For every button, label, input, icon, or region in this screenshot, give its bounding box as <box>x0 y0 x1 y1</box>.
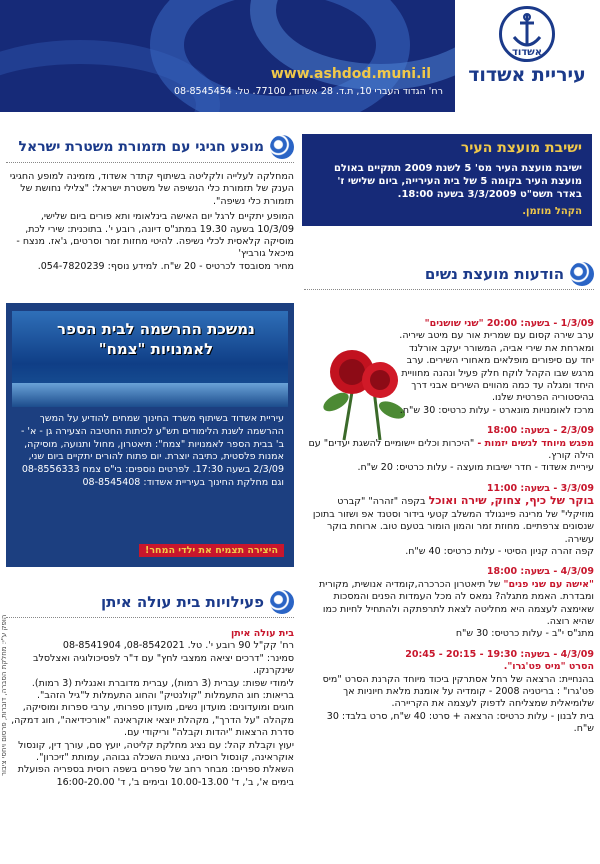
event-date: 3/3/09 - בשעה: 11:00 <box>486 482 594 494</box>
event-text: של תיאטרון הכרכרה,קומדיה אנושית, מקורית ומבדרת. האמת מתגלה? נמאס לה מכל העמדות הפנים והמסכות שאימצה לעצמה היא מחליטה לצאת לתרפתקה ולהתחיל לחיות כמו שהיא רוצה. <box>318 578 594 627</box>
event-text: "היכרות וכלים יישומיים להשגת יעדים" עם הילה קורץ. <box>308 437 594 462</box>
side-credit-note: הופק ע"י: מחלקת הסברה, דוברות, פרסום ויחסי ציבור <box>0 615 8 777</box>
event-price: קפה זהרה קניון הסיטי - עלות כרטיס: 40 ש"ח. <box>405 545 594 557</box>
event-5 <box>304 649 594 736</box>
event-4 <box>304 566 594 640</box>
city-name: עיריית אשדוד <box>468 64 586 86</box>
event-price: מרכז לאומנויות מונארט - עלות כרטיס: 30 ש"ח. <box>399 404 594 416</box>
event-date: 4/3/09 - בשעה: 18:00 <box>486 566 594 578</box>
arts-school-promo <box>6 303 294 567</box>
olim-line: בריאות: חוג התעמלות "קולנטיק" והחוג התעמלות ל"גיל הזהב". <box>37 690 294 702</box>
event-text: בהנחיית: הרצאה של רחל אסתרקין ביכוד מיוחד הקרנת הסרט "מיס פט'גרו" : בריטניה 2008 - קומדיה על אומנת מלאת חיוניות אך שלומיאלית שמצליחה לדפוק לעצמה את הקריירה. <box>322 673 594 710</box>
event-head: מפגש מיוחד לנשים יזמות - <box>477 437 594 449</box>
event-head: הסרט "מיס פט'גרו". <box>503 661 594 673</box>
band-body-1: המחלקה לעלייה ולקליטה בשיתוף קתדר אשדוד, מזמינה למופע החגיגי הענק של תזמורת כלי הנשיפה של משטרת ישראל: "צלילי נחושת של תזמורת כלי נשיפה". <box>9 171 294 207</box>
event-price: מתנ"ס י"ב - עלות כרטיס: 30 ש"ח <box>455 628 594 640</box>
band-concert-section <box>6 135 294 273</box>
event-date: 2/3/09 - בשעה: 18:00 <box>486 425 594 437</box>
anchor-crest-icon <box>499 6 555 62</box>
event-date: 1/3/09 - בשעה: 20:00 "שני שושנים" <box>424 318 594 329</box>
olim-line: רח' קק"ל 90 רובע י'. טל. 08-8542021, 08-8541904 <box>62 640 294 652</box>
women-council-title: הודעות מועצת נשים <box>424 265 564 283</box>
promo-title: נמשכת ההרשמה לבית הספר לאמנויות "צמח" <box>57 320 255 358</box>
swirl-icon <box>570 262 594 286</box>
band-body-2: המופע יתקיים לרגל יום האישה בינלאומי ותא פורים ביום שלישי, 10/3/09 בשעה 19.30 במתנ"ס דיונה, רובע י'. בתוכנית: שירי לכת, מוסיקה קלאסית לכלי נשיפה. להיטי מחזות זמר וסרטים, ג'אז. מנצח - מיכאל גורביץ' <box>16 211 294 260</box>
page-header <box>0 0 600 112</box>
event-head: "אישה עם שני פנים" <box>503 578 594 590</box>
band-body-3: מחיר מסובסד לכרטיס - 20 ש"ח. למידע נוסף: 054-7820239. <box>37 260 294 272</box>
website-url[interactable]: www.ashdod.muni.il <box>270 66 431 82</box>
olim-line: יעוץ וקבלת קהל: עם נציג מחלקת קליטה, יועץ סם, עורך דין, קונסול אוקראינה, קונסול רוסיה, נציגות השכלה גבוהה, עמותת "זיכרון". <box>18 739 294 764</box>
header-band <box>0 0 455 112</box>
promo-body: עיריית אשדוד בשיתוף משרד החינוך שמחים להודיע על המשך ההרשמה לשנת הלימודים תש"ע לכיתות החטיבה הצעירה גן - א' - ב' בבית הספר לאמנויות "צמח": תיאטרון, מחול ותנועה, מוסיקה, אמנות פלסטית, כתיבה יוצרת. יום פתוח להורים יתקיים ביום שני, 2/3/09 בשעה 17:30. לפרטים נוספים: בי"ס צמח 08-8556333 וגם מחלקת החינוך בעיריית אשדוד: 08-8545408 <box>20 413 284 488</box>
event-1 <box>304 318 594 417</box>
olim-house-body <box>6 628 294 789</box>
women-council-header <box>304 262 594 290</box>
council-body: ישיבת מועצת העיר מס' 5 לשנת 2009 תתקיים באולם מועצת העיר בקומה 5 של בית העירייה, ביום שלישי ז' באדר תשס"ט 3/3/2009 בשעה 18:00. <box>333 163 582 200</box>
olim-line: חוגים ומועדונים: מועדון נשים, מועדון ספרותי, ערבי ספרות ומוסיקה, מקהלה "על הדרך", מקהלת יוצאי אוקראינה "אורכידיאה", חוג דמקה, סדרת הרצאות "יהדות וקבלה" וריקודי עם. <box>11 702 294 739</box>
event-price: בית לבנון - עלות כרטיס: הרצאה + סרט: 40 ש"ח, סרט בלבד: 30 ש"ח. <box>326 710 594 735</box>
women-events-list <box>304 318 594 736</box>
city-logo <box>462 6 592 106</box>
event-text: בקפה "זהרה" "קברט מוזיקלי" של מרינה פיינגולד המשלב קטעי בידור וסטנד אפ ושזור בתוכן שנסונים צרפתיים. מחוזת זמר והמון הומור בטעם טוב. ארוחת בוקר עשירה. <box>312 496 594 545</box>
olim-house-section <box>6 590 294 789</box>
swirl-icon <box>270 135 294 159</box>
council-meeting-box <box>302 134 592 226</box>
swirl-icon <box>270 590 294 614</box>
band-concert-title: מופע חגיגי עם תזמורת משטרת ישראל <box>18 139 264 155</box>
event-2 <box>304 425 594 475</box>
event-text: ערב שירה קסום עם שמרית אור עם מיטב שיריה. ומארחת את שירי אביה, המשורר יעקב אורלנד יחד עם סיפורים מופלאים מאחורי השירים. ערב מרגש שבו הקהל לוקח חלק פעיל ונהנה מחוויית היחד ומגלה עד כמה מהווים השירים אבני דרך בהיסטוריה הפרטית שלנו. <box>399 330 594 404</box>
olim-house-header <box>6 590 294 618</box>
logo-caption: אשדוד <box>511 47 543 58</box>
event-head: בוקר של כיף, צחוק, שירה ואוכל <box>428 494 594 508</box>
olim-house-title: פעילויות בית עולה איתן <box>100 593 264 611</box>
olim-subtitle: בית עולה איתן <box>230 628 294 639</box>
council-title: ישיבת מועצת העיר <box>460 140 582 156</box>
event-date: 4/3/09 - בשעה: 19:30 - 20:15 - 20:45 <box>405 648 594 660</box>
band-concert-body <box>6 171 294 273</box>
olim-line: השאלת ספרים: מבחר רחב של ספרים בשפה רוסית בספריה הפועלת בימים א', ב', ד' 10.00-13.00 ובימים ב', ד' 16:00-20.00 <box>17 764 294 788</box>
olim-line: לימודי שפות: עברית (3 רמות), עברית מדוברת ואנגלית (3 רמות). <box>31 677 294 689</box>
olim-line: סמינר: "דרכים יציאה ממצבי לחץ" עם ד"ר לפסיכולוגיה ואצלסלב שינקרנקו. <box>32 652 294 677</box>
event-price: עיריית אשדוד - חדר ישיבות מועצה - עלות כרטיס: 20 ש"ח. <box>357 462 594 474</box>
council-footer: הקהל מוזמן. <box>522 206 582 217</box>
women-council-section <box>304 262 594 290</box>
promo-footer: היצירה תצמיח את ילדי המחר! <box>139 544 284 557</box>
municipality-address: רח' הגדוד העברי 10, ת.ד. 28 אשדוד, 77100. טל. 08-8545454 <box>174 86 443 97</box>
event-3 <box>304 483 594 558</box>
band-concert-header <box>6 135 294 163</box>
